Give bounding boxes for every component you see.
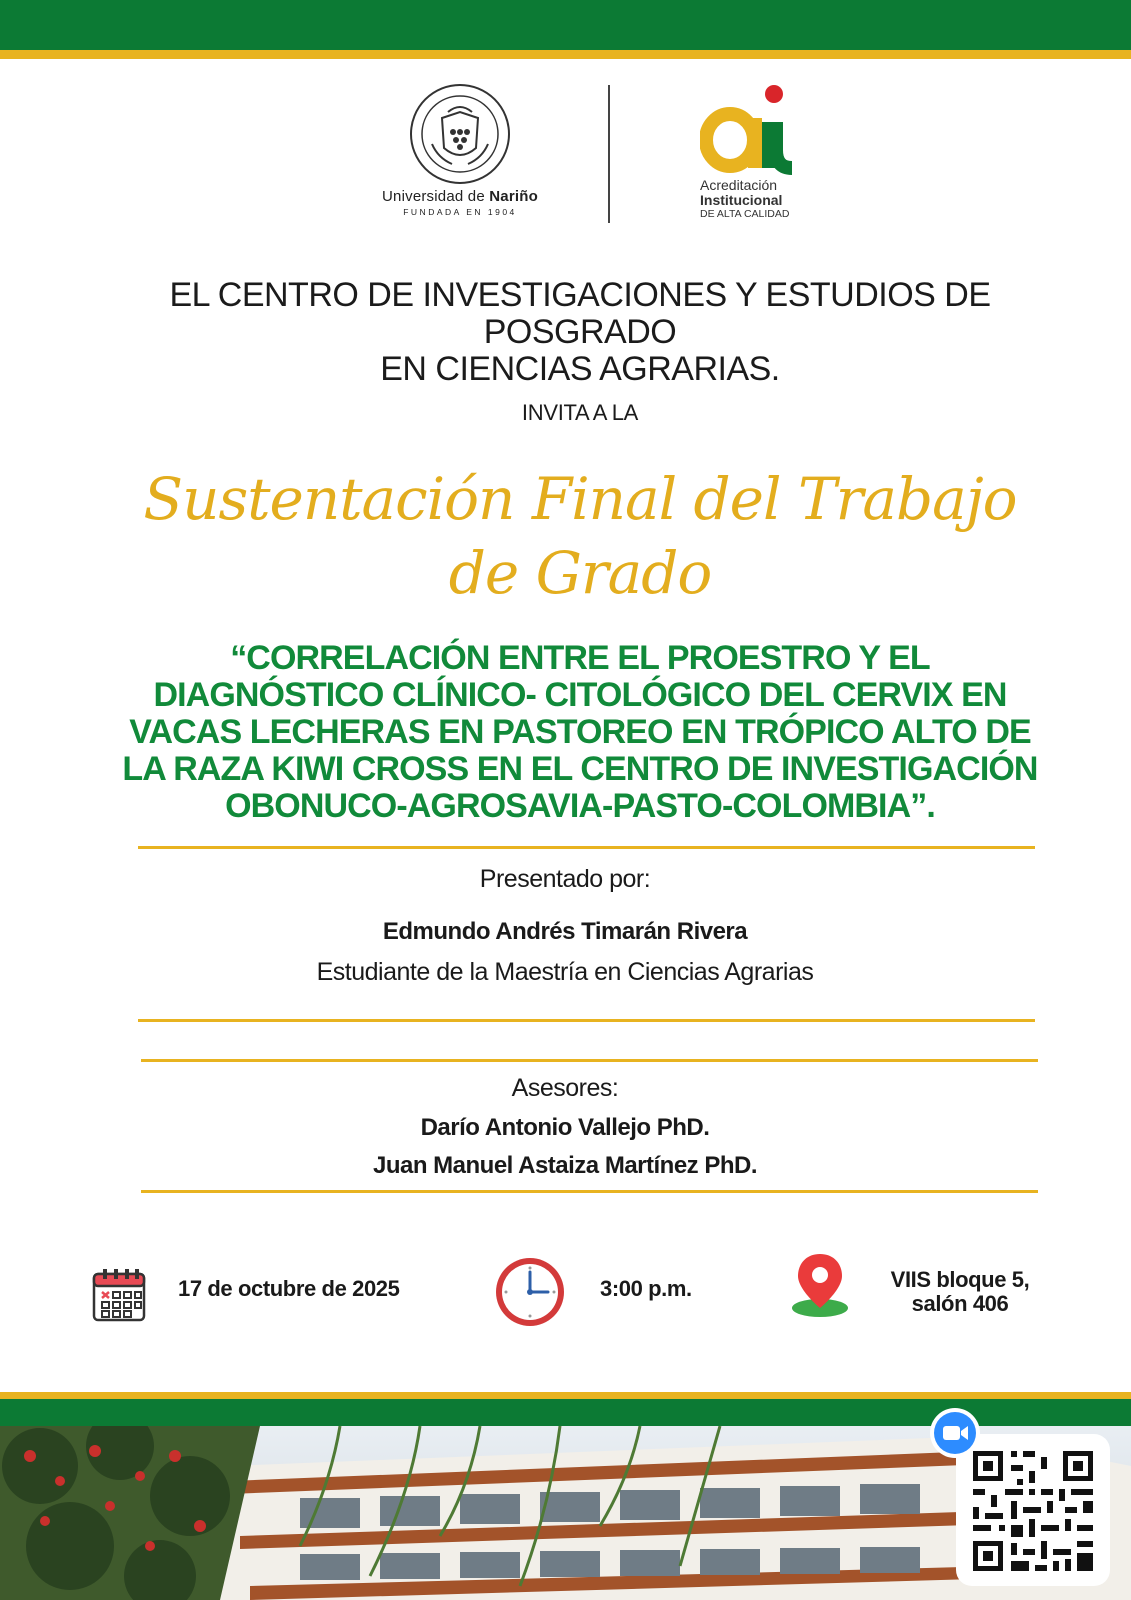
thesis-title [120,640,1040,825]
event-time: 3:00 p.m. [600,1276,692,1301]
event-title [80,462,1080,610]
event-title-line2: de Grado [448,539,712,607]
event-location-line2: salón 406 [911,1291,1009,1316]
thesis-title-line: OBONUCO-AGROSAVIA-PASTO-COLOMBIA”. [225,787,935,825]
top-gold-band [0,50,1131,59]
divider-line [141,1190,1038,1193]
accreditation-line1: Acreditación [700,177,778,193]
divider-line [138,1019,1035,1022]
presenter-role: Estudiante de la Maestría en Ciencias Agrarias [316,958,814,986]
logo-divider [608,85,610,223]
university-seal-icon [408,82,512,186]
accreditation-line2: Institucional [700,192,783,208]
organizer-heading [80,277,1080,388]
accreditation-ai-icon [700,82,800,178]
advisor-name: Darío Antonio Vallejo PhD. [420,1114,710,1141]
top-green-band [0,0,1131,50]
thesis-title-line: “CORRELACIÓN ENTRE EL PROESTRO Y EL [230,639,930,677]
organizer-heading-line1: EL CENTRO DE INVESTIGACIONES Y ESTUDIOS DE POSGRADO [169,276,991,351]
qr-code[interactable] [956,1434,1110,1586]
zoom-badge[interactable] [930,1408,980,1458]
thesis-title-line: LA RAZA KIWI CROSS EN EL CENTRO DE INVESTIGACIÓN [122,750,1038,788]
presenter-name: Edmundo Andrés Timarán Rivera [382,918,748,945]
event-location-line1: VIIS bloque 5, [890,1267,1030,1292]
zoom-video-icon [934,1412,976,1454]
invitation-text: INVITA A LA [521,400,639,425]
organizer-heading-line2: EN CIENCIAS AGRARIAS. [380,350,780,388]
divider-line [138,846,1035,849]
qr-code-card[interactable] [956,1434,1110,1586]
location-pin-icon [790,1252,850,1318]
clock-icon [494,1256,566,1328]
calendar-icon [92,1268,146,1322]
accreditation-line3: DE ALTA CALIDAD [700,208,790,220]
accreditation-logo [700,82,820,232]
presenter-label: Presentado por: [479,865,651,893]
event-date: 17 de octubre de 2025 [178,1276,400,1301]
divider-line [141,1059,1038,1062]
thesis-title-line: VACAS LECHERAS EN PASTOREO EN TRÓPICO ALTO DE [129,713,1031,751]
university-name: Universidad de Nariño [382,188,538,205]
bottom-gold-band [0,1392,1131,1399]
advisors-label: Asesores: [511,1074,619,1102]
advisor-name: Juan Manuel Astaiza Martínez PhD. [372,1152,758,1179]
event-title-line1: Sustentación Final del Trabajo [143,465,1017,533]
thesis-title-line: DIAGNÓSTICO CLÍNICO- CITOLÓGICO DEL CERVIX EN [153,676,1007,714]
event-location [880,1268,1040,1316]
university-founded: FUNDADA EN 1904 [403,207,517,217]
video-camera-icon [934,1412,976,1454]
university-logo [375,82,545,232]
